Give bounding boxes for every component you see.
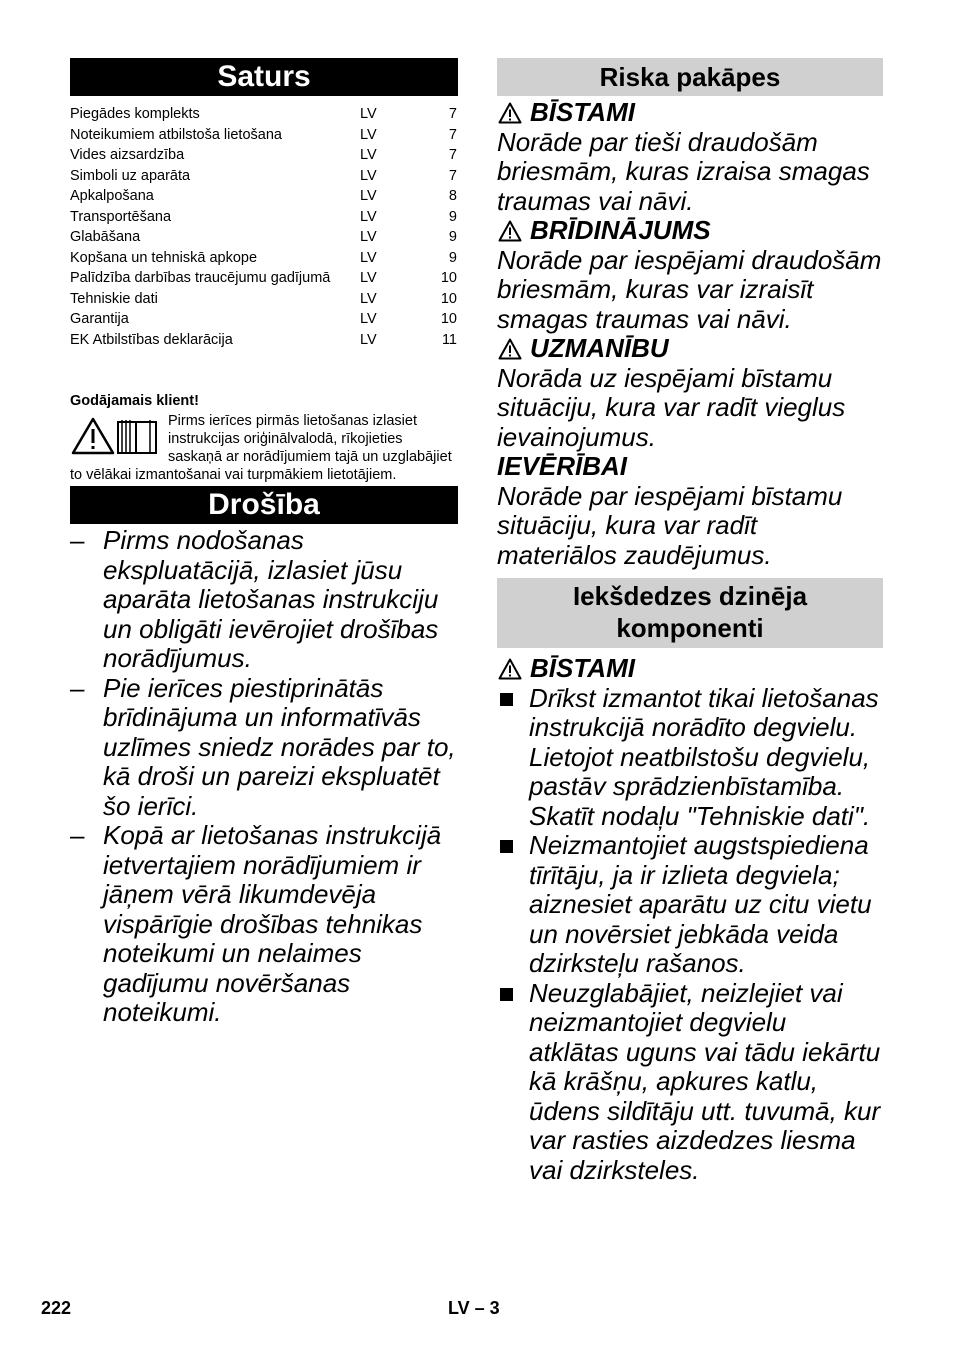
engine-bullet-item xyxy=(497,684,883,832)
toc-entry-page: 7 xyxy=(448,106,457,122)
toc-entry-lang: LV xyxy=(360,106,377,122)
toc-entry-lang: LV xyxy=(360,147,377,163)
toc-row[interactable] xyxy=(70,145,458,166)
risk-level-text: Norāda uz iespējami bīstamu situāciju, kura var radīt vieglus ievainojumus. xyxy=(497,362,846,452)
toc-row[interactable] xyxy=(70,227,458,248)
left-column xyxy=(70,58,458,1027)
safety-heading: Drošība xyxy=(70,486,458,524)
toc-entry-lang: LV xyxy=(360,311,377,327)
toc-entry-lang: LV xyxy=(360,270,377,286)
safety-list xyxy=(70,526,458,1028)
risk-level xyxy=(497,216,883,334)
toc-entry-lang: LV xyxy=(360,208,377,225)
dash-marker: – xyxy=(70,672,85,703)
dash-marker: – xyxy=(70,525,85,555)
engine-heading-line1: Iekšdedzes dzinēja xyxy=(572,581,808,611)
risk-heading: Riska pakāpes xyxy=(497,58,883,96)
toc-entry-page: 8 xyxy=(448,188,457,204)
safety-item-text: Kopā ar lietošanas instrukcijā ietvertajiem norādījumiem ir jāņem vērā likumdevēja vispārīgie drošības tehnikas noteikumi un nelaimes gadījumu novēršanas noteikumi. xyxy=(103,820,442,1027)
toc-entry-lang: LV xyxy=(360,331,377,348)
toc-entry-title: Noteikumiem atbilstoša lietošana xyxy=(70,126,282,143)
customer-body xyxy=(70,412,458,484)
toc-entry-title: Garantija xyxy=(70,311,129,327)
safety-item-text: Pirms nodošanas ekspluatācijā, izlasiet jūsu aparāta lietošanas instrukciju un obligāti ievērojiet drošības norādījumus. xyxy=(103,525,439,673)
toc-entry-page: 10 xyxy=(440,270,457,286)
safety-item-text: Pie ierīces piestiprinātās brīdinājuma un informatīvās uzlīmes sniedz norādes par to, kā droši un pareizi ekspluatēt šo ierīci. xyxy=(103,672,456,821)
toc-entry-page: 9 xyxy=(448,229,457,245)
engine-bullet-item xyxy=(497,979,883,1186)
engine-warning xyxy=(497,654,883,684)
square-bullet-icon xyxy=(500,840,513,853)
toc-entry-title: Palīdzība darbības traucējumu gadījumā xyxy=(70,270,331,286)
warning-triangle-icon xyxy=(498,102,522,124)
safety-item xyxy=(70,674,458,822)
risk-level xyxy=(497,452,883,570)
square-bullet-icon xyxy=(500,988,513,1001)
customer-text: Pirms ierīces pirmās lietošanas izlasiet instrukcijas oriģinālvalodā, rīkojieties saskaņā ar norādījumiem tajā un uzglabājiet to vēlākai izmantošanai vai turpmākiem lietotājiem. xyxy=(70,413,452,483)
page-number: 222 xyxy=(41,1298,72,1318)
toc-row[interactable] xyxy=(70,309,458,330)
toc-entry-page: 11 xyxy=(441,331,457,348)
engine-bullet-text: Drīkst izmantot tikai lietošanas instrukcijā norādīto degvielu. Lietojot neatbilstošu degvielu, pastāv sprādzienbīstamība. Skatīt nodaļu "Tehniskie dati". xyxy=(529,682,879,831)
risk-level-label: BRĪDINĀJUMS xyxy=(530,215,711,245)
toc-entry-title: Piegādes komplekts xyxy=(70,106,200,122)
toc-entry-page: 7 xyxy=(448,147,457,163)
customer-greeting: Godājamais klient! xyxy=(70,393,199,409)
warning-triangle-icon xyxy=(498,220,522,242)
toc-row[interactable] xyxy=(70,330,458,351)
risk-level-text: Norāde par iespējami bīstamu situāciju, kura var radīt materiālos zaudējumus. xyxy=(497,480,843,570)
toc-entry-lang: LV xyxy=(360,229,377,245)
toc-entry-title: EK Atbilstības deklarācija xyxy=(70,331,233,348)
toc-entry-page: 10 xyxy=(440,311,457,327)
toc-entry-lang: LV xyxy=(360,188,377,204)
toc-row[interactable] xyxy=(70,207,458,228)
engine-heading xyxy=(497,578,883,648)
toc-entry-title: Apkalpošana xyxy=(70,188,154,204)
toc-entry-page: 7 xyxy=(448,167,457,184)
risk-level-title xyxy=(497,452,883,482)
customer-note xyxy=(70,392,458,484)
engine-bullet-item xyxy=(497,831,883,979)
warning-triangle-icon xyxy=(498,338,522,360)
engine-warning-title xyxy=(497,654,883,684)
engine-warning-label: BĪSTAMI xyxy=(530,653,635,683)
safety-item xyxy=(70,821,458,1028)
risk-level-label: UZMANĪBU xyxy=(530,333,669,363)
toc-entry-page: 10 xyxy=(440,290,457,307)
right-column xyxy=(497,58,883,1185)
toc-entry-title: Transportēšana xyxy=(70,208,172,225)
risk-level-label: BĪSTAMI xyxy=(530,97,635,127)
square-bullet-icon xyxy=(500,693,513,706)
toc-entry-title: Kopšana un tehniskā apkope xyxy=(70,249,258,266)
engine-heading-line2: komponenti xyxy=(616,613,764,643)
toc-entry-title: Tehniskie dati xyxy=(70,290,158,307)
table-of-contents xyxy=(70,104,458,350)
risk-level-title xyxy=(497,334,883,364)
toc-entry-page: 9 xyxy=(448,208,457,225)
toc-row[interactable] xyxy=(70,248,458,269)
warning-triangle-icon xyxy=(498,658,522,680)
toc-entry-title: Glabāšana xyxy=(70,229,141,245)
dash-marker: – xyxy=(70,820,85,850)
risk-level-title xyxy=(497,216,883,246)
toc-heading: Saturs xyxy=(70,58,458,96)
risk-level-title xyxy=(497,98,883,128)
engine-bullet-text: Neizmantojiet augstspiediena tīrītāju, ja ir izlieta degviela; aiznesiet aparātu uz citu vietu un novērsiet jebkāda veida dzirksteļu rašanos. xyxy=(529,830,872,978)
toc-entry-page: 9 xyxy=(448,249,457,266)
risk-level-text: Norāde par tieši draudošām briesmām, kuras izraisa smagas traumas vai nāvi. xyxy=(497,126,870,216)
toc-entry-title: Vides aizsardzība xyxy=(70,147,185,163)
risk-level-text: Norāde par iespējami draudošām briesmām, kuras var izraisīt smagas traumas vai nāvi. xyxy=(497,244,882,334)
toc-row[interactable] xyxy=(70,125,458,146)
risk-level xyxy=(497,334,883,452)
toc-entry-lang: LV xyxy=(360,249,377,266)
engine-bullet-text: Neuzglabājiet, neizlejiet vai neizmantojiet degvielu atklātas uguns vai tādu iekārtu kā krāšņu, apkures katlu, ūdens sildītāju utt. tuvumā, kur var rasties aizdedzes liesma vai dzirksteles. xyxy=(529,977,881,1185)
toc-entry-page: 7 xyxy=(448,126,457,143)
toc-entry-lang: LV xyxy=(360,167,377,184)
toc-entry-title: Simboli uz aparāta xyxy=(70,167,191,184)
language-page-label: LV – 3 xyxy=(448,1298,500,1318)
risk-level-label: IEVĒRĪBAI xyxy=(497,451,628,481)
toc-row[interactable] xyxy=(70,166,458,187)
toc-row[interactable] xyxy=(70,289,458,310)
toc-entry-lang: LV xyxy=(360,290,377,307)
toc-entry-lang: LV xyxy=(360,126,377,143)
toc-row[interactable] xyxy=(70,104,458,125)
warning-and-manual-icon xyxy=(70,416,160,456)
toc-row[interactable] xyxy=(70,186,458,207)
safety-item xyxy=(70,526,458,674)
risk-level xyxy=(497,98,883,216)
toc-row[interactable] xyxy=(70,268,458,289)
